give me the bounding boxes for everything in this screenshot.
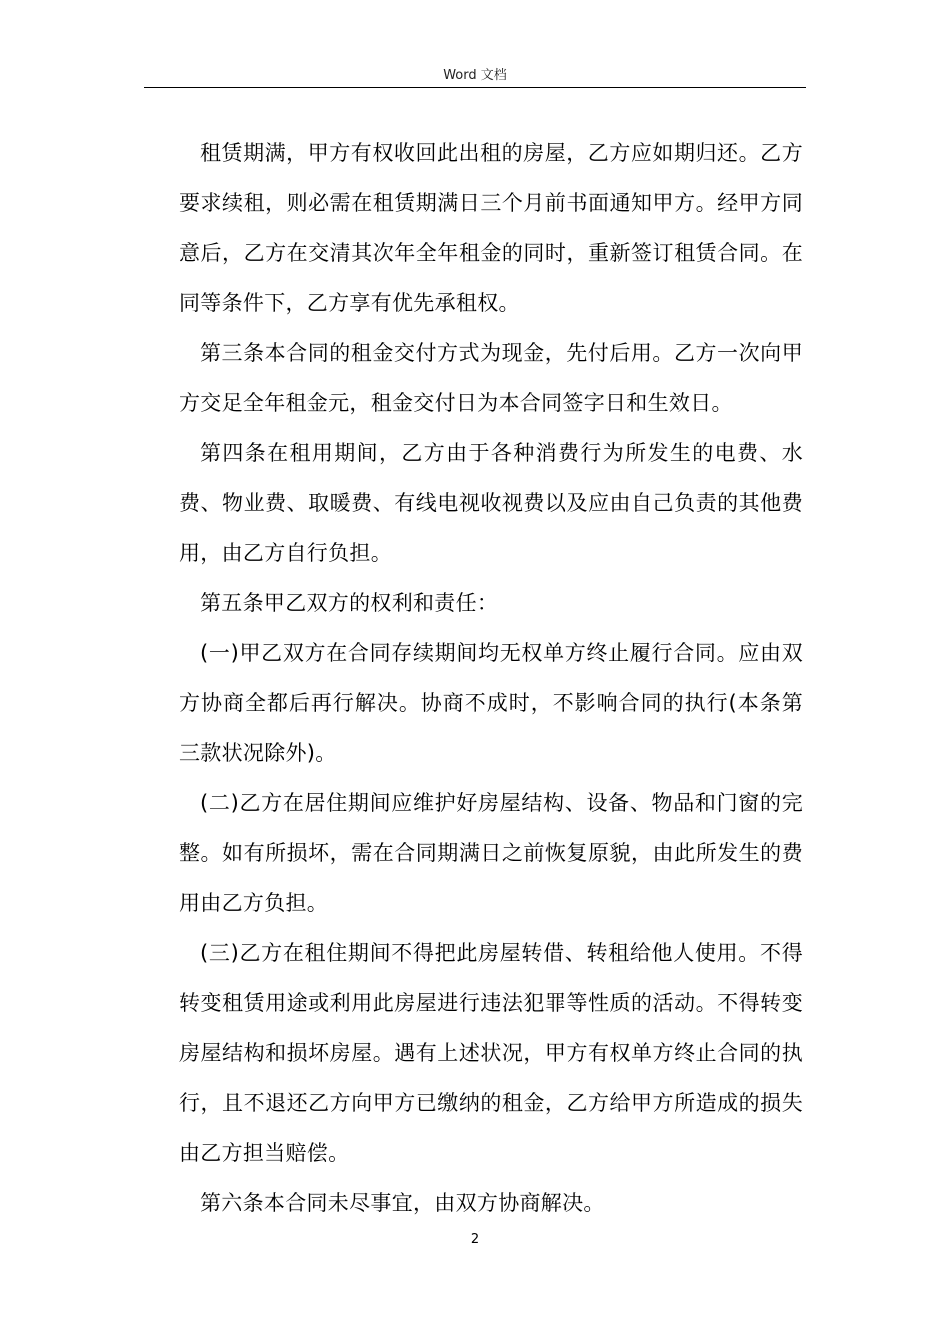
paragraph-clause-1: (一)甲乙双方在合同存续期间均无权单方终止履行合同。应由双方协商全都后再行解决。协商不成时，不影响合同的执行(本条第三款状况除外)。 <box>179 641 803 765</box>
document-body <box>179 128 803 1228</box>
page-number: 2 <box>470 1232 480 1247</box>
paragraph-clause-2: (二)乙方在居住期间应维护好房屋结构、设备、物品和门窗的完整。如有所损坏，需在合同期满日之前恢复原貌，由此所发生的费用由乙方负担。 <box>179 791 803 915</box>
paragraph-lease-expiry: 租赁期满，甲方有权收回此出租的房屋，乙方应如期归还。乙方要求续租，则必需在租赁期满日三个月前书面通知甲方。经甲方同意后，乙方在交清其次年全年租金的同时，重新签订租赁合同。在同等条件下，乙方享有优先承租权。 <box>179 141 803 315</box>
header-divider <box>144 87 806 88</box>
paragraph-article-3: 第三条本合同的租金交付方式为现金，先付后用。乙方一次向甲方交足全年租金元，租金交付日为本合同签字日和生效日。 <box>179 341 803 415</box>
page-header-title: Word 文档 <box>443 68 507 83</box>
paragraph-article-5: 第五条甲乙双方的权利和责任： <box>200 591 499 615</box>
paragraph-article-6: 第六条本合同未尽事宜，由双方协商解决。 <box>200 1191 605 1215</box>
paragraph-clause-3: (三)乙方在租住期间不得把此房屋转借、转租给他人使用。不得转变租赁用途或利用此房屋进行违法犯罪等性质的活动。不得转变房屋结构和损坏房屋。遇有上述状况，甲方有权单方终止合同的执行，且不退还乙方向甲方已缴纳的租金，乙方给甲方所造成的损失由乙方担当赔偿。 <box>179 941 803 1165</box>
paragraph-article-4: 第四条在租用期间，乙方由于各种消费行为所发生的电费、水费、物业费、取暖费、有线电视收视费以及应由自己负责的其他费用，由乙方自行负担。 <box>179 441 803 565</box>
